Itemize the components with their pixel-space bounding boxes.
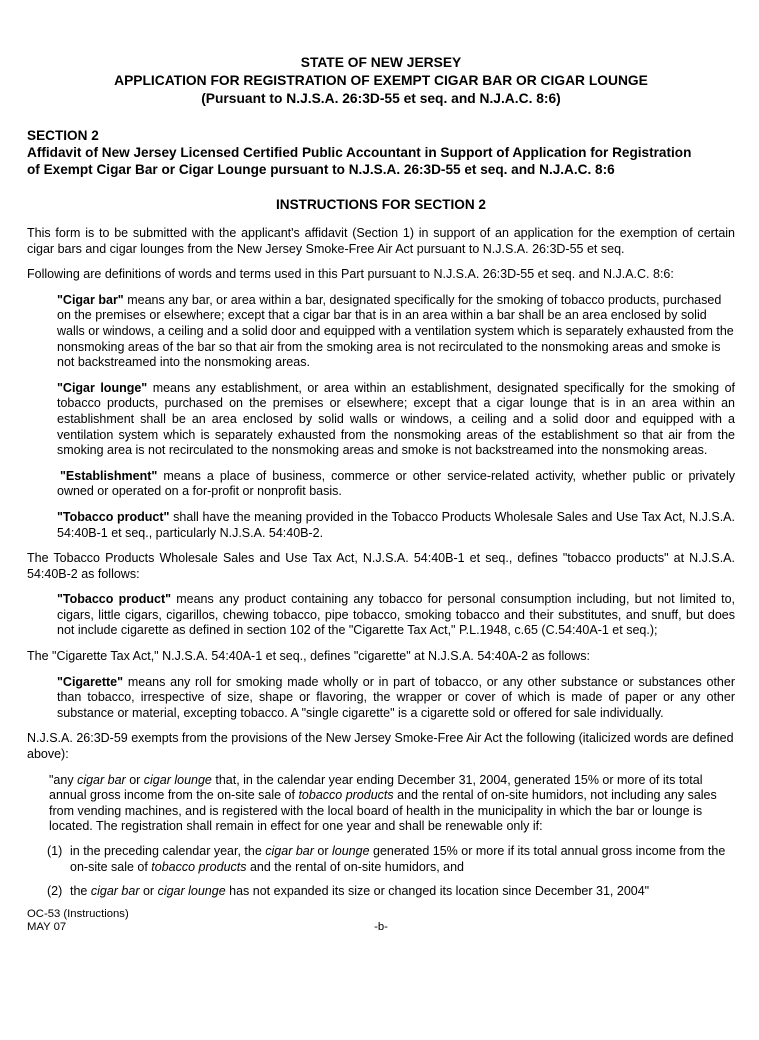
definition-cigar-bar: "Cigar bar" means any bar, or area within a bar, designated specifically for the smoking of tobacco products, purchased on the premises or elsewhere; except that a cigar bar that is in an area within a bar shall be an area enclosed by solid walls or windows, a ceiling and a solid door and equipped with a ventilation system which is separately exhausted from the nonsmoking areas of the bar so that air from the smoking area is not recirculated to the nonsmoking areas and smoke is not backstreamed into the nonsmoking areas. (57, 292, 734, 370)
list-item-1-text: in the preceding calendar year, the cigar bar or lounge generated 15% or more if its total annual gross income from the on-site sale of tobacco products and the rental of on-site humidors, and (70, 844, 726, 874)
paragraph-wholesale-act-lead: The Tobacco Products Wholesale Sales and Use Tax Act, N.J.S.A. 54:40B-1 et seq., defines "tobacco products" at N.J.S.A. 54:40B-2 as follows: (27, 551, 735, 581)
list-item-2-number: (2) (47, 884, 63, 899)
paragraph-cigarette-tax-act-lead: The "Cigarette Tax Act," N.J.S.A. 54:40A-1 et seq., defines "cigarette" at N.J.S.A. 54:40A-2 as follows: (27, 649, 590, 664)
definition-cigar-lounge: "Cigar lounge" means any establishment, or area within an establishment, designated specifically for the smoking of tobacco products, purchased on the premises or elsewhere; except that a cigar lounge that is in an area within an establishment shall be an area enclosed by solid walls or windows, a ceiling and a solid door and equipped with a ventilation system which is separately exhausted from the nonsmoking areas of the establishment so that air from the smoking area is not recirculated to the nonsmoking areas and smoke is not backstreamed into the nonsmoking areas. (57, 380, 735, 458)
instructions-heading: INSTRUCTIONS FOR SECTION 2 (276, 197, 486, 212)
paragraph-exemption-lead: N.J.S.A. 26:3D-59 exempts from the provisions of the New Jersey Smoke-Free Air Act the following (italicized words are defined above): (27, 731, 734, 762)
section-heading (27, 127, 735, 178)
doc-title-pursuant: (Pursuant to N.J.S.A. 26:3D-55 et seq. and N.J.A.C. 8:6) (201, 91, 561, 106)
list-item-1-number: (1) (47, 844, 63, 858)
document-header (27, 54, 735, 108)
form-number: OC-53 (Instructions) (27, 907, 129, 920)
page-number: -b- (374, 920, 388, 933)
document-footer (27, 908, 735, 934)
paragraph-exemption-quote: "any cigar bar or cigar lounge that, in the calendar year ending December 31, 2004, generated 15% or more of its total annual gross income from the on-site sale of tobacco products and the rental of on-site humidors, not including any sales from vending machines, and is registered with the local board of health in the municipality in which the bar or lounge is located. The registration shall remain in effect for one year and shall be renewable only if: (49, 772, 717, 834)
doc-title-application: APPLICATION FOR REGISTRATION OF EXEMPT CIGAR BAR OR CIGAR LOUNGE (114, 73, 648, 88)
form-date: MAY 07 (27, 920, 67, 933)
paragraph-definitions-lead: Following are definitions of words and terms used in this Part pursuant to N.J.S.A. 26:3D-55 et seq. and N.J.A.C. 8:6: (27, 267, 674, 282)
section-title-line1: Affidavit of New Jersey Licensed Certified Public Accountant in Support of Application for Registration (27, 145, 692, 160)
definition-establishment: "Establishment" means a place of business, commerce or other service-related activity, whether public or privately owned or operated on a for-profit or nonprofit basis. (57, 468, 735, 499)
section-label: SECTION 2 (27, 128, 99, 143)
section-title-line2: of Exempt Cigar Bar or Cigar Lounge pursuant to N.J.S.A. 26:3D-55 et seq. and N.J.A.C. 8:6 (27, 162, 615, 177)
definition-cigarette: "Cigarette" means any roll for smoking made wholly or in part of tobacco, or any other substance or substances other than tobacco, irrespective of size, shape or flavoring, the wrapper or cover of which is made of paper or any other substance or material, excepting tobacco. A "single cigarette" is a cigarette sold or offered for sale individually. (57, 674, 735, 720)
doc-title-state: STATE OF NEW JERSEY (300, 55, 462, 70)
definition-tobacco-product-2: "Tobacco product" means any product containing any tobacco for personal consumption including, but not limited to, cigars, little cigars, cigarillos, chewing tobacco, pipe tobacco, smoking tobacco and their substitutes, and snuff, but does not include cigarette as defined in section 102 of the "Cigarette Tax Act," P.L.1948, c.65 (C.54:40A-1 et seq.); (57, 592, 735, 638)
paragraph-intro: This form is to be submitted with the applicant's affidavit (Section 1) in support of an application for the exemption of certain cigar bars and cigar lounges from the New Jersey Smoke-Free Air Act pursuant to N.J.S.A. 26:3D-55 et seq. (27, 226, 735, 256)
definition-tobacco-product: "Tobacco product" shall have the meaning provided in the Tobacco Products Wholesale Sales and Use Tax Act, N.J.S.A. 54:40B-1 et seq., particularly N.J.S.A. 54:40B-2. (57, 509, 735, 540)
list-item-1 (47, 844, 735, 875)
list-item-2 (47, 884, 735, 900)
list-item-2-text: the cigar bar or cigar lounge has not expanded its size or changed its location since December 31, 2004" (70, 884, 650, 899)
